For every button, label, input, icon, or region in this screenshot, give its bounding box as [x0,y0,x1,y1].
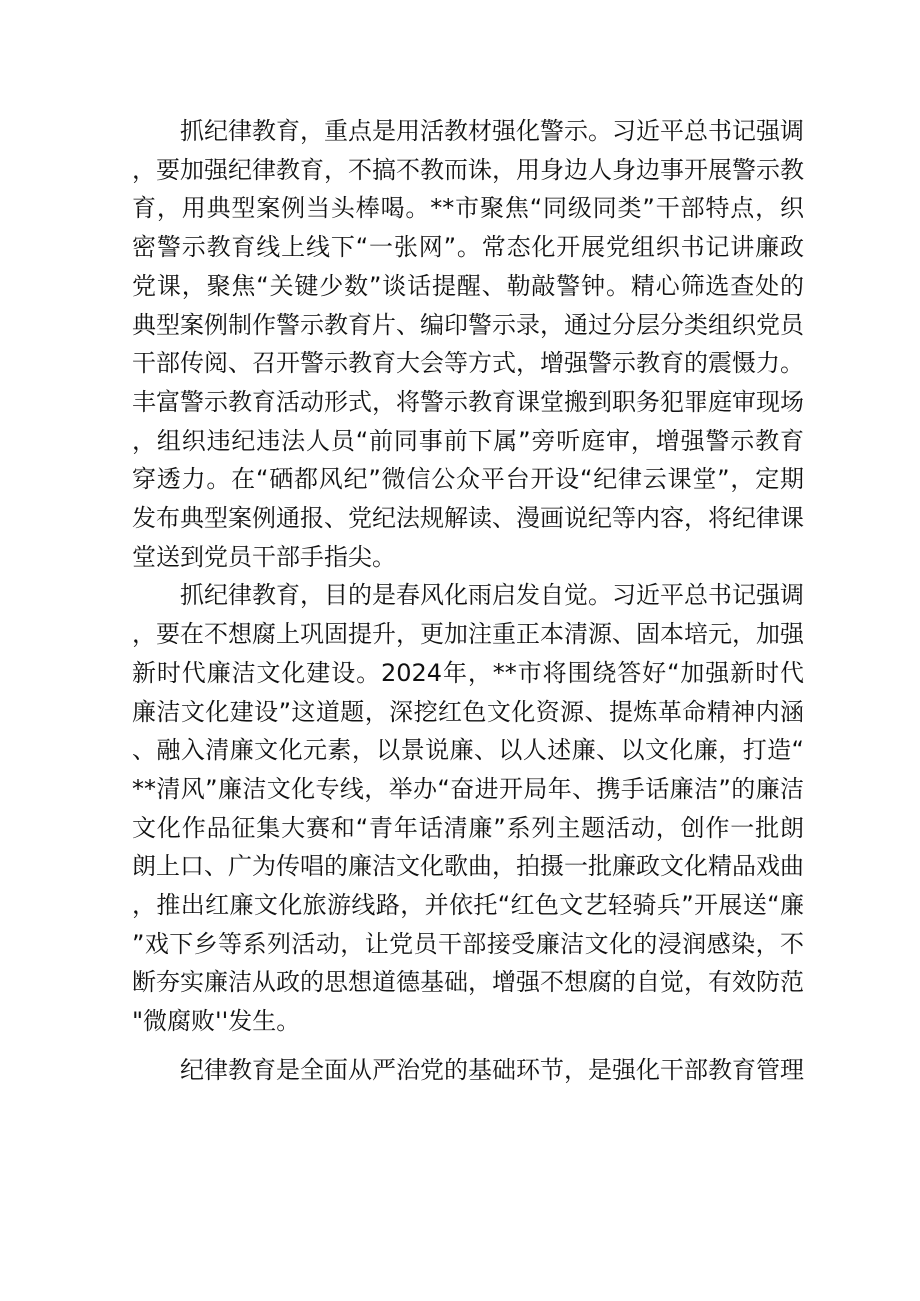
document-body [132,112,804,1090]
paragraph-discipline-foundation: 纪律教育是全面从严治党的基础环节，是强化干部教育管理 [180,1055,804,1084]
paragraph-warning-education: 抓纪律教育，重点是用活教材强化警示。习近平总书记强调，要加强纪律教育，不搞不教而诛，用身边人身边事开展警示教育，用典型案例当头棒喝。**市聚焦“同级同类”干部特点，织密警示教育线上线下“一张网”。常态化开展党组织书记讲廉政党课，聚焦“关键少数”谈话提醒、勒敲警钟。精心筛选查处的典型案例制作警示教育片、编印警示录，通过分层分类组织党员干部传阅、召开警示教育大会等方式，增强警示教育的震慑力。丰富警示教育活动形式，将警示教育课堂搬到职务犯罪庭审现场，组织违纪违法人员“前同事前下属”旁听庭审，增强警示教育穿透力。在“硒都风纪”微信公众平台开设“纪律云课堂”，定期发布典型案例通报、党纪法规解读、漫画说纪等内容，将纪律课堂送到党员干部手指尖。 [132,117,804,571]
paragraph-clean-culture: 抓纪律教育，目的是春风化雨启发自觉。习近平总书记强调，要在不想腐上巩固提升，更加注重正本清源、固本培元，加强新时代廉洁文化建设。2024年，**市将围绕答好“加强新时代廉洁文化建设”这道题，深挖红色文化资源、提炼革命精神内涵、融入清廉文化元素，以景说廉、以人述廉、以文化廉，打造“**清风”廉洁文化专线，举办“奋进开局年、携手话廉洁”的廉洁文化作品征集大赛和“青年话清廉”系列主题活动，创作一批朗朗上口、广为传唱的廉洁文化歌曲，拍摄一批廉政文化精品戏曲，推出红廉文化旅游线路，并依托“红色文艺轻骑兵”开展送“廉”戏下乡等系列活动，让党员干部接受廉洁文化的浸润感染，不断夯实廉洁从政的思想道德基础，增强不想腐的自觉，有效防范"微腐败''发生。 [132,581,804,1036]
